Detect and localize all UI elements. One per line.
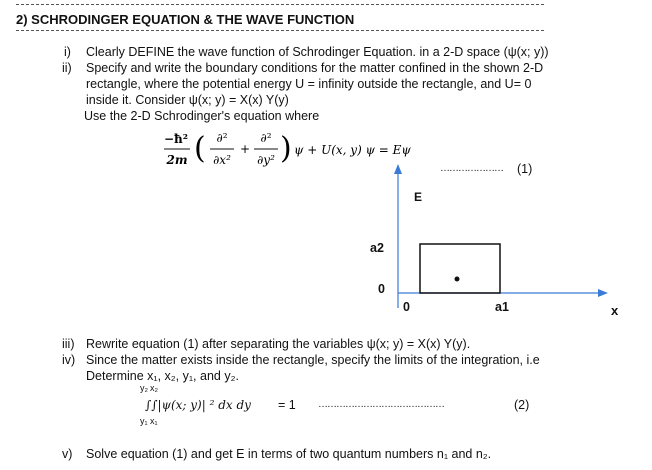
section-title: 2) SCHRODINGER EQUATION & THE WAVE FUNCTION <box>16 12 355 27</box>
y-tick-label-a2: a2 <box>370 241 384 255</box>
integral-y-lower: y₁ <box>140 416 148 426</box>
coef-denominator: 2m <box>166 153 188 167</box>
item-ii-line-4: Use the 2-D Schrodinger's equation where <box>84 109 320 123</box>
integral-x-upper: x₂ <box>150 383 158 393</box>
x-axis-label: x <box>611 303 619 318</box>
top-dashed-rule <box>16 4 544 5</box>
integral-equals-one: = 1 <box>278 398 296 412</box>
item-iii-text: Rewrite equation (1) after separating the variables ψ(x; y) = X(x) Y(y). <box>86 337 471 351</box>
d2y-numerator: ∂² <box>260 131 272 145</box>
origin-y-label: 0 <box>378 282 385 296</box>
left-paren: ( <box>194 131 206 166</box>
right-paren: ) <box>280 131 292 166</box>
equation-rhs: ψ + U(x, y) ψ = Eψ <box>294 143 411 157</box>
equation-2-label: (2) <box>514 398 530 412</box>
item-iv-line-2: Determine x₁, x₂, y₁, and y₂. <box>86 369 239 383</box>
integral-x-lower: x₁ <box>150 416 158 426</box>
equation-1-label: (1) <box>517 162 533 176</box>
rectangle-diagram <box>380 162 620 312</box>
equation-2-dots: …………………………………… <box>318 399 444 410</box>
particle-dot <box>455 277 460 282</box>
item-ii-marker: ii) <box>62 61 72 75</box>
coef-numerator: −ħ² <box>163 132 189 146</box>
item-v-marker: v) <box>62 447 73 461</box>
title-dashed-rule <box>16 30 544 31</box>
d2y-denominator: ∂y² <box>257 153 275 167</box>
item-ii-line-2: rectangle, where the potential energy U = infinity outside the rectangle, and U= 0 <box>86 77 532 91</box>
item-ii-line-3: inside it. Consider ψ(x; y) = X(x) Y(y) <box>86 93 289 107</box>
equation-1-dots: ………………… <box>440 163 503 174</box>
item-i-marker: i) <box>64 45 71 59</box>
y-axis-arrowhead <box>394 164 402 174</box>
x-axis-arrowhead <box>598 289 608 297</box>
item-iv-marker: iv) <box>62 353 76 367</box>
integral-expression: ∫∫|ψ(x; y)| ² dx dy <box>145 398 251 412</box>
item-v-text: Solve equation (1) and get E in terms of two quantum numbers n₁ and n₂. <box>86 447 492 461</box>
energy-axis-label: E <box>414 190 423 204</box>
x-tick-label-a1: a1 <box>495 300 509 314</box>
item-i-text: Clearly DEFINE the wave function of Schrodinger Equation. in a 2-D space (ψ(x; y)) <box>86 45 549 59</box>
confinement-rectangle <box>420 244 500 293</box>
item-iv-line-1: Since the matter exists inside the rectangle, specify the limits of the integration, i.e <box>86 353 540 367</box>
item-ii-line-1: Specify and write the boundary conditions for the matter confined in the shown 2-D <box>86 61 544 75</box>
origin-x-label: 0 <box>403 300 410 314</box>
d2x-denominator: ∂x² <box>213 153 231 167</box>
d2x-numerator: ∂² <box>216 131 228 145</box>
plus-sign: + <box>240 142 251 156</box>
item-iii-marker: iii) <box>62 337 75 351</box>
integral-y-upper: y₂ <box>140 383 148 393</box>
